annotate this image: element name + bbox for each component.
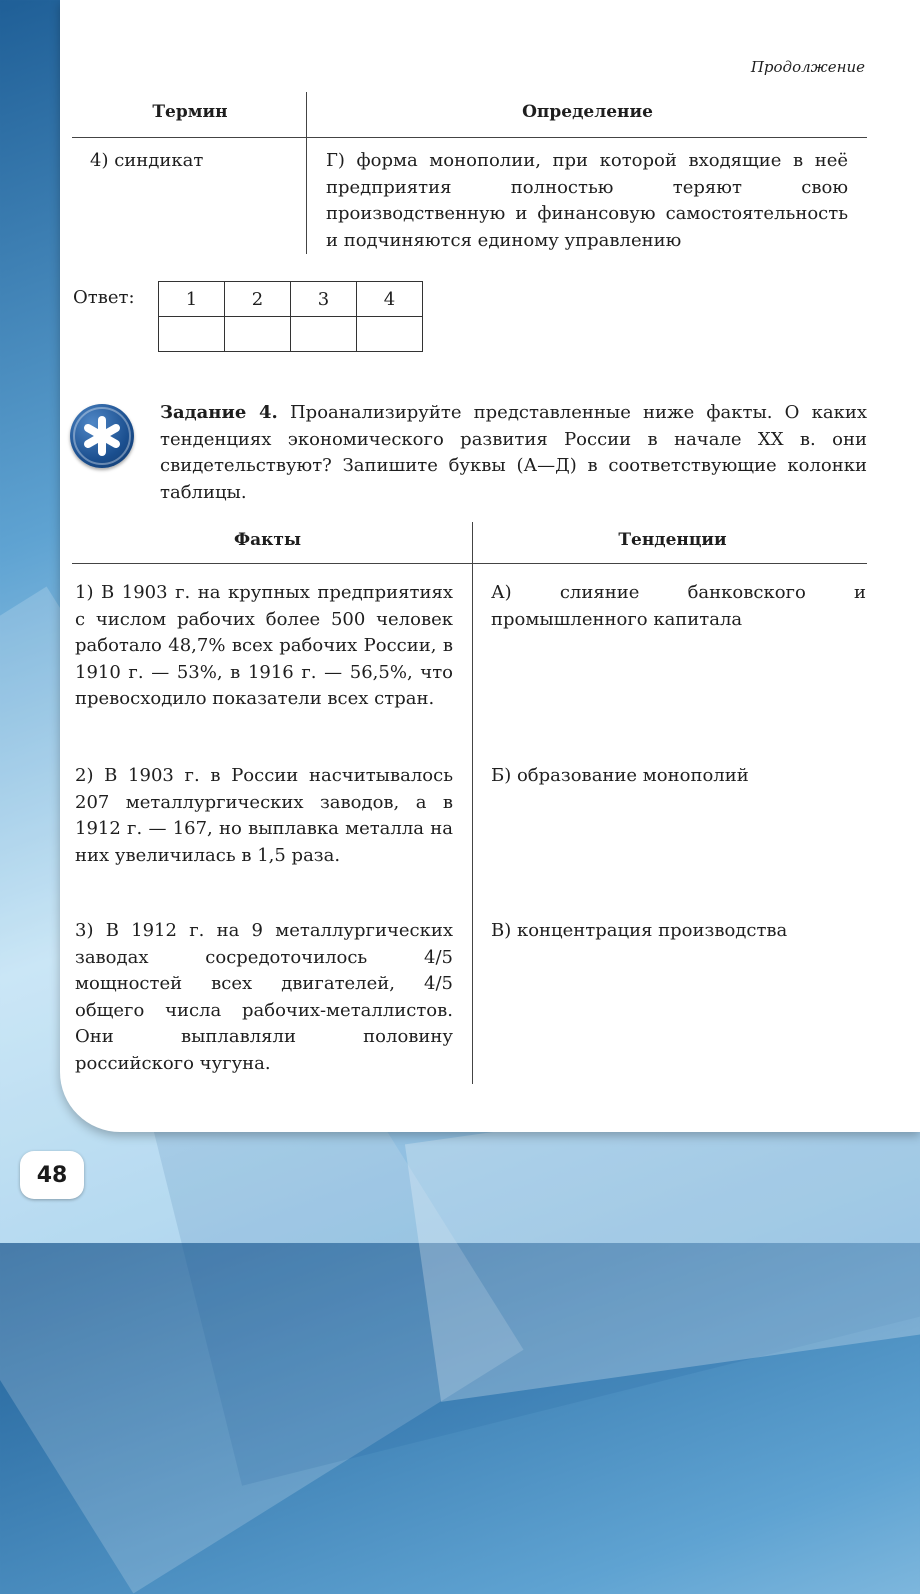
trend-item: Б) образование монополий — [491, 765, 749, 786]
continuation-label: Продолжение — [750, 58, 865, 76]
asterisk-icon — [70, 404, 134, 468]
answer-col-header: 1 — [159, 282, 225, 317]
answer-label: Ответ: — [73, 287, 135, 308]
task-description — [160, 400, 867, 506]
fact-item: 1) В 1903 г. на крупных предприятиях с числом рабочих более 500 человек работало 48,7% всех рабочих России, в 1910 г. — 53%, в 1916 г. — 56,5%, что превосходило показатели всех стран. — [75, 582, 453, 709]
answer-cell[interactable] — [159, 317, 225, 352]
answer-col-header: 4 — [357, 282, 423, 317]
definition-header: Определение — [522, 102, 653, 122]
definition-cell: Г) форма монополии, при которой входящие в неё предприятия полностью теряют свою производственную и финансовую самостоятельность и подчиняются единому управлению — [326, 150, 848, 251]
trend-item: В) концентрация производства — [491, 920, 788, 941]
answer-grid — [158, 281, 423, 352]
answer-cell[interactable] — [291, 317, 357, 352]
table-header-rule — [72, 137, 867, 138]
task-title: Задание 4. — [160, 402, 278, 423]
page-number: 48 — [20, 1151, 84, 1199]
answer-col-header: 2 — [225, 282, 291, 317]
trend-item: А) слияние банковского и промышленного капитала — [491, 582, 866, 630]
answer-cell[interactable] — [225, 317, 291, 352]
fact-item: 2) В 1903 г. в России насчитывалось 207 металлургических заводов, а в 1912 г. — 167, но выплавка металла на них увеличилась в 1,5 раза. — [75, 765, 453, 866]
term-header: Термин — [152, 102, 228, 122]
task-text: Проанализируйте представленные ниже факты. О каких тенденциях экономического развития России в начале XX в. они свидетельствуют? Запишите буквы (А—Д) в соответствующие колонки таблицы. — [160, 402, 867, 503]
trends-header: Тенденции — [618, 530, 727, 550]
answer-cell[interactable] — [357, 317, 423, 352]
fact-item: 3) В 1912 г. на 9 металлургических заводах сосредоточилось 4/5 мощностей всех двигателей, 4/5 общего числа рабочих-металлистов. Они выплавляли половину российского чугуна. — [75, 920, 453, 1074]
term-cell: 4) синдикат — [90, 150, 204, 171]
facts-header: Факты — [234, 530, 301, 550]
table-divider — [472, 522, 473, 1084]
table-header-rule — [72, 563, 867, 564]
answer-col-header: 3 — [291, 282, 357, 317]
table-divider — [306, 92, 307, 254]
